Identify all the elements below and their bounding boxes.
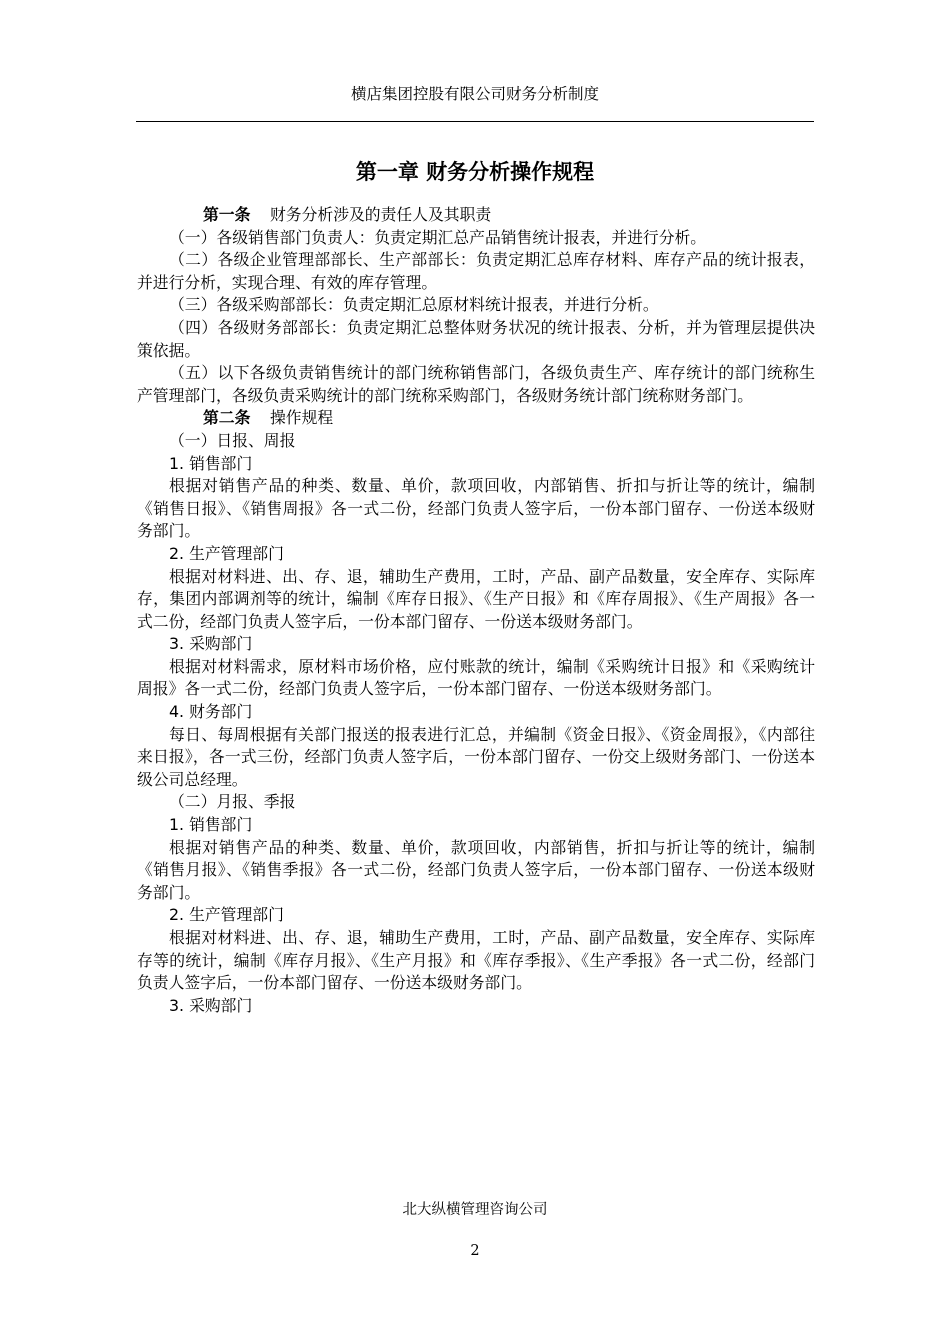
chapter-title: 第一章 财务分析操作规程 bbox=[355, 160, 595, 184]
paragraph: 根据对销售产品的种类、数量、单价，款项回收，内部销售、折扣与折让等的统计，编制《销售日报》、《销售周报》各一式二份，经部门负责人签字后，一份本部门留存、一份送本级财务部门。 bbox=[137, 476, 815, 541]
article-label: 第一条 bbox=[203, 205, 251, 224]
article-heading bbox=[137, 407, 815, 430]
page-number: 2 bbox=[470, 1243, 480, 1259]
paragraph: （四）各级财务部部长：负责定期汇总整体财务状况的统计报表、分析，并为管理层提供决策依据。 bbox=[137, 317, 815, 360]
page-header: 横店集团控股有限公司财务分析制度 bbox=[350, 85, 599, 103]
document-body bbox=[137, 204, 815, 1017]
paragraph: （五）以下各级负责销售统计的部门统称销售部门，各级负责生产、库存统计的部门统称生产管理部门，各级负责采购统计的部门统称采购部门，各级财务统计部门统称财务部门。 bbox=[137, 363, 815, 405]
article-title: 财务分析涉及的责任人及其职责 bbox=[270, 205, 492, 224]
section-heading: （二）月报、季报 bbox=[169, 792, 296, 812]
subsection-heading: 3. 采购部门 bbox=[169, 995, 253, 1015]
subsection-heading: 4. 财务部门 bbox=[169, 702, 253, 722]
paragraph: （三）各级采购部部长：负责定期汇总原材料统计报表，并进行分析。 bbox=[169, 295, 659, 315]
article-heading bbox=[137, 204, 815, 227]
paragraph: 每日、每周根据有关部门报送的报表进行汇总，并编制《资金日报》、《资金周报》，《内部往来日报》，各一式三份，经部门负责人签字后，一份本部门留存、一份交上级财务部门、一份送本级公司总经理。 bbox=[137, 724, 815, 789]
article-label: 第二条 bbox=[203, 408, 251, 428]
page-footer: 北大纵横管理咨询公司 bbox=[402, 1202, 548, 1218]
paragraph: （一）各级销售部门负责人：负责定期汇总产品销售统计报表，并进行分析。 bbox=[169, 227, 707, 247]
paragraph: （二）各级企业管理部部长、生产部部长：负责定期汇总库存材料、库存产品的统计报表，并进行分析，实现合理、有效的库存管理。 bbox=[137, 250, 815, 292]
subsection-heading: 2. 生产管理部门 bbox=[169, 543, 284, 563]
subsection-heading: 1. 销售部门 bbox=[169, 453, 253, 473]
paragraph: 根据对材料需求，原材料市场价格，应付账款的统计，编制《采购统计日报》和《采购统计周报》各一式二份，经部门负责人签字后，一份本部门留存、一份送本级财务部门。 bbox=[137, 656, 815, 699]
section-heading: （一）日报、周报 bbox=[169, 430, 296, 450]
paragraph: 根据对材料进、出、存、退，辅助生产费用，工时，产品、副产品数量，安全库存、实际库存，集团内部调剂等的统计，编制《库存日报》、《生产日报》和《库存周报》、《生产周报》各一式二份，经部门负责人签字后，一份本部门留存、一份送本级财务部门。 bbox=[137, 566, 815, 631]
subsection-heading: 1. 销售部门 bbox=[169, 815, 253, 835]
subsection-heading: 2. 生产管理部门 bbox=[169, 905, 284, 925]
header-divider bbox=[136, 121, 814, 122]
paragraph: 根据对销售产品的种类、数量、单价，款项回收，内部销售，折扣与折让等的统计，编制《销售月报》、《销售季报》各一式二份，经部门负责人签字后，一份本部门留存、一份送本级财务部门。 bbox=[137, 837, 815, 902]
article-title: 操作规程 bbox=[270, 408, 334, 428]
subsection-heading: 3. 采购部门 bbox=[169, 634, 253, 654]
paragraph: 根据对材料进、出、存、退，辅助生产费用，工时，产品、副产品数量，安全库存、实际库存等的统计，编制《库存月报》、《生产月报》和《库存季报》、《生产季报》各一式二份，经部门负责人签字后，一份本部门留存、一份送本级财务部门。 bbox=[137, 928, 815, 993]
